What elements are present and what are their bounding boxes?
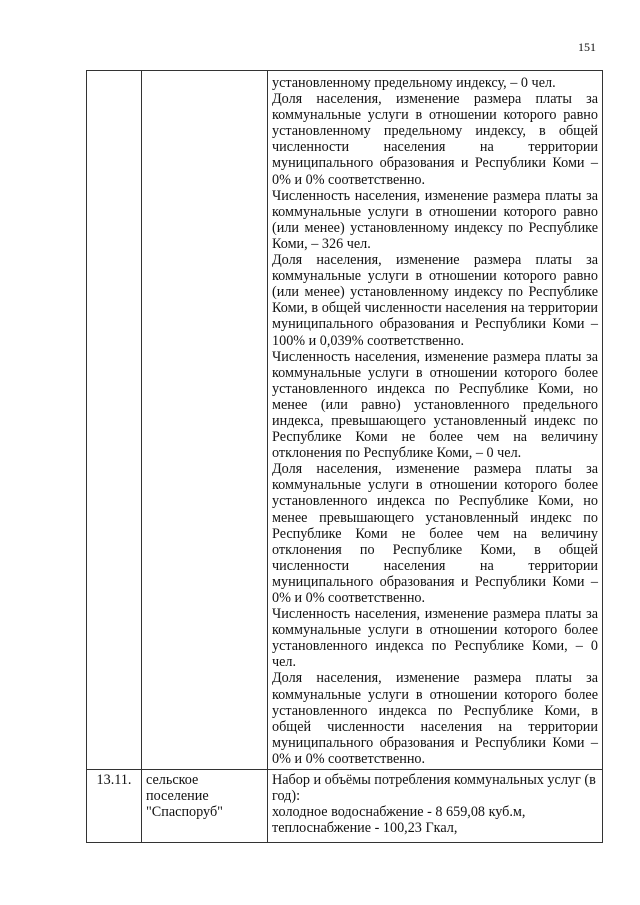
description-paragraph: Доля населения, изменение размера платы за коммунальные услуги в отношении которого равно (или менее) установленному индексу по Республике Коми, в общей численности населения на территории муниципального образования и Республики Коми – 100% и 0,039% соответственно. <box>272 252 598 349</box>
description-paragraph: Численность населения, изменение размера платы за коммунальные услуги в отношении которого более установленного индекса по Республике Коми, – 0 чел. <box>272 606 598 671</box>
consumption-line: теплоснабжение - 100,23 Гкал, <box>272 820 458 837</box>
page-number: 151 <box>578 40 596 54</box>
row-number-cell <box>87 71 142 770</box>
consumption-line: Набор и объёмы потребления коммунальных услуг (в год): <box>272 772 596 805</box>
table-row <box>87 770 603 843</box>
settlement-name-cell <box>142 770 268 843</box>
description-paragraph: Доля населения, изменение размера платы за коммунальные услуги в отношении которого более установленного индекса по Республике Коми, но менее превышающего установленный индекс по Республике Коми не более чем на величину отклонения по Республике Коми, в общей численности населения на территории муниципального образования и Республики Коми – 0% и 0% соответственно. <box>272 461 598 606</box>
description-paragraph: установленному предельному индексу, – 0 чел. <box>272 75 556 91</box>
description-paragraph: Численность населения, изменение размера платы за коммунальные услуги в отношении которого более установленного индекса по Республике Коми, но менее (или равно) установленного предельного индекса, превышающего установленный индекс по Республике Коми не более чем на величину отклонения по Республике Коми, – 0 чел. <box>272 348 598 462</box>
description-paragraph: Доля населения, изменение размера платы за коммунальные услуги в отношении которого более установленного индекса по Республике Коми, в общей численности населения на территории муниципального образования и Республики Коми – 0% и 0% соответственно. <box>272 670 598 767</box>
table-row <box>87 71 603 770</box>
settlement-name: сельское поселение "Спаспоруб" <box>146 772 223 821</box>
description-cell <box>268 71 603 770</box>
consumption-line: холодное водоснабжение - 8 659,08 куб.м, <box>272 804 526 821</box>
row-number: 13.11. <box>96 772 132 789</box>
description-cell <box>268 770 603 843</box>
settlement-name-cell <box>142 71 268 770</box>
description-paragraph: Численность населения, изменение размера платы за коммунальные услуги в отношении которого равно (или менее) установленному индексу по Республике Коми, – 326 чел. <box>272 187 598 252</box>
row-number-cell <box>87 770 142 843</box>
document-table <box>86 70 603 843</box>
description-paragraph: Доля населения, изменение размера платы за коммунальные услуги в отношении которого равно установленному предельному индексу, в общей численности населения на территории муниципального образования и Республики Коми – 0% и 0% соответственно. <box>272 91 598 188</box>
